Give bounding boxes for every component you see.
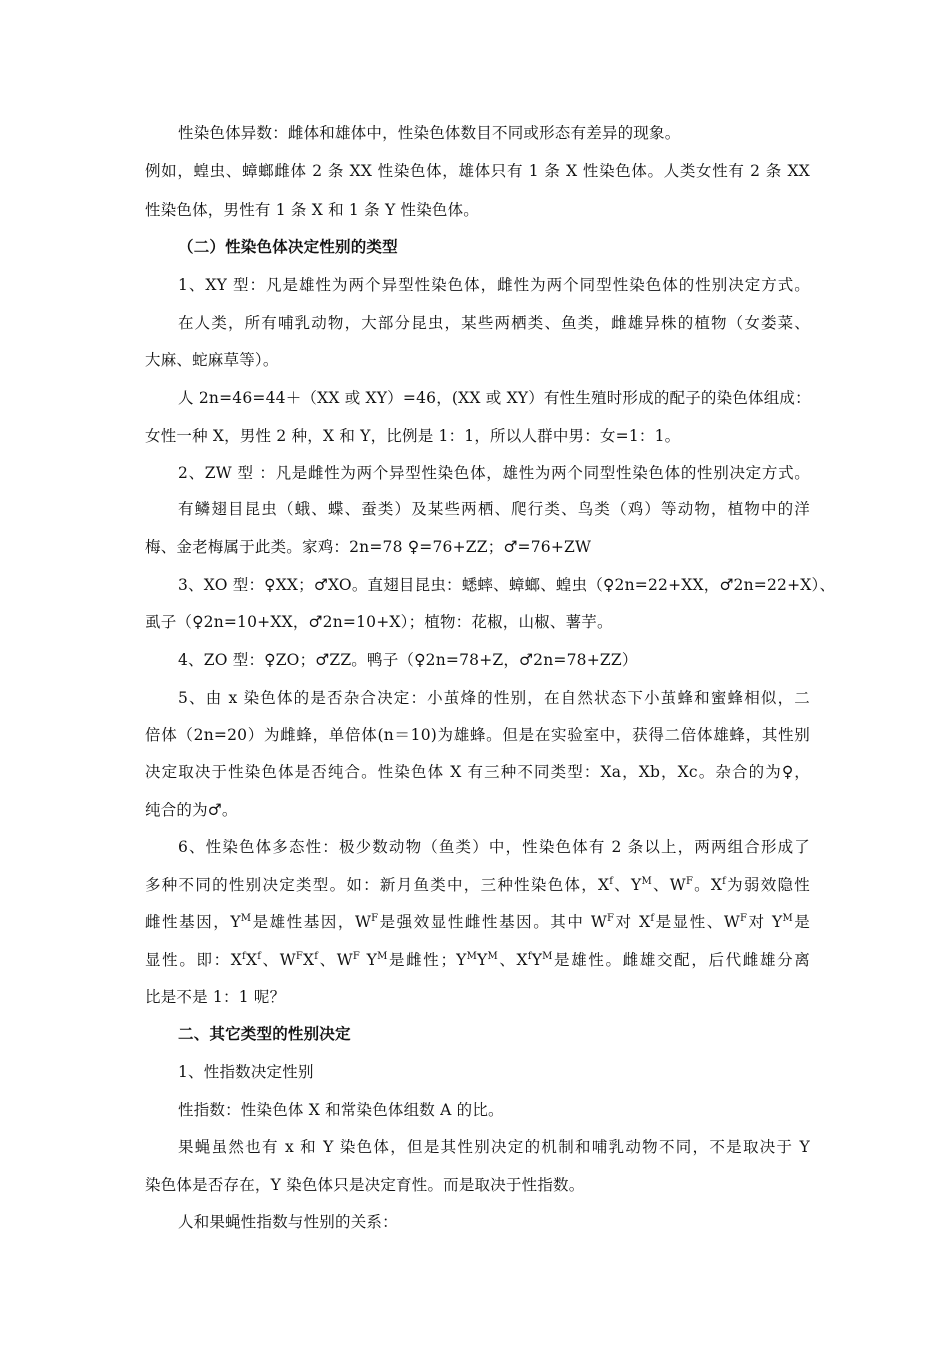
superscript: M <box>641 875 652 887</box>
text-run: 、Y <box>613 876 642 894</box>
superscript: F <box>295 950 303 962</box>
text-run: Y <box>360 951 378 969</box>
superscript: M <box>782 912 793 924</box>
paragraph-line: 比是不是 1：1 呢？ <box>145 988 286 1006</box>
superscript: M <box>542 950 553 962</box>
paragraph-line: 果蝇虽然也有 x 和 Y 染色体，但是其性别决定的机制和哺乳动物不同，不是取决于 Y <box>178 1138 810 1156</box>
text-run: Y <box>477 951 488 969</box>
superscript: f <box>257 950 262 962</box>
paragraph-line: 5、由 x 染色体的是否杂合决定：小茧烽的性别，在自然状态下小茧蜂和蜜蜂相似，二 <box>178 689 810 707</box>
text-run: 、X <box>497 951 528 969</box>
superscript: f <box>242 950 246 962</box>
text-run: 显性。即：X <box>145 951 243 969</box>
superscript: F <box>685 875 694 887</box>
text-run: 对 Y <box>747 913 783 931</box>
paragraph-line: 大麻、蛇麻草等）。 <box>145 351 279 369</box>
text-run: 、W <box>651 876 686 894</box>
superscript: F <box>352 950 361 962</box>
superscript: F <box>739 912 748 924</box>
paragraph-line: 1、性指数决定性别 <box>178 1063 314 1081</box>
paragraph-line: 3、XO 型：♀XX；♂XO。直翅目昆虫：蟋蟀、蟑螂、蝗虫（♀2n=22+XX，♂2n=22+X）、 <box>178 576 836 594</box>
paragraph-line: 女性一种 X，男性 2 种，X 和 Y，比例是 1：1，所以人群中男：女=1：1。 <box>145 427 681 445</box>
text-run: X <box>245 951 258 969</box>
text-run: 是显性、W <box>654 913 740 931</box>
paragraph-line: 虱子（♀2n=10+XX，♂2n=10+X）；植物：花椒，山椒、薯芋。 <box>145 613 613 631</box>
paragraph-line: 性染色体，男性有 1 条 X 和 1 条 Y 性染色体。 <box>145 201 480 219</box>
paragraph-line <box>145 950 810 970</box>
text-run: 是 <box>792 913 811 931</box>
superscript: M <box>377 950 388 962</box>
text-run: 雌性基因，Y <box>145 913 241 931</box>
paragraph-line: 纯合的为♂。 <box>145 801 238 819</box>
superscript: M <box>466 950 478 962</box>
paragraph-line: 性染色体异数：雌体和雄体中，性染色体数目不同或形态有差异的现象。 <box>178 124 681 142</box>
superscript: f <box>314 950 319 962</box>
paragraph-line: 6、性染色体多态性：极少数动物（鱼类）中，性染色体有 2 条以上，两两组合形成了 <box>178 838 810 856</box>
text-run: 对 X <box>614 913 651 931</box>
section-heading: 二、其它类型的性别决定 <box>178 1024 351 1043</box>
paragraph-line: 梅、金老梅属于此类。家鸡：2n=78 ♀=76+ZZ；♂=76+ZW <box>145 538 592 556</box>
text-run: 是雄性基因，W <box>251 913 372 931</box>
paragraph-line: 例如，蝗虫、蟑螂雌体 2 条 XX 性染色体，雄体只有 1 条 X 性染色体。人类女性有 2 条 XX <box>145 162 810 180</box>
text-run: 是雄性。雌雄交配，后代雌雄分离 <box>552 951 810 969</box>
paragraph-line: 倍体（2n=20）为雌蜂，单倍体(n＝10)为雄蜂。但是在实验室中，获得二倍体雄蜂，其性别 <box>145 726 810 744</box>
text-run: 、W <box>318 951 353 969</box>
paragraph-line: 人 2n=46=44＋（XX 或 XY）=46，(XX 或 XY）有性生殖时形成的配子的染色体组成： <box>178 389 811 407</box>
text-run: Y <box>531 951 543 969</box>
superscript: M <box>487 950 498 962</box>
superscript: f <box>609 875 614 887</box>
section-heading: （二）性染色体决定性别的类型 <box>178 237 398 256</box>
text-run: 多种不同的性别决定类型。如：新月鱼类中，三种性染色体，X <box>145 876 610 894</box>
paragraph-line: 人和果蝇性指数与性别的关系： <box>178 1213 398 1231</box>
paragraph-line <box>145 875 810 895</box>
paragraph-line: 2、ZW 型 ：凡是雌性为两个异型性染色体，雄性为两个同型性染色体的性别决定方式。 <box>178 464 810 482</box>
paragraph-line: 在人类，所有哺乳动物，大部分昆虫，某些两栖类、鱼类，雌雄异株的植物（女娄菜、 <box>178 314 810 332</box>
superscript: F <box>371 912 379 924</box>
text-run: 为弱效隐性 <box>726 876 810 894</box>
paragraph-line: 1、XY 型：凡是雄性为两个异型性染色体，雌性为两个同型性染色体的性别决定方式。 <box>178 276 810 294</box>
paragraph-line: 决定取决于性染色体是否纯合。性染色体 X 有三种不同类型：Xa，Xb，Xc。杂合的为♀， <box>145 763 810 781</box>
paragraph-line: 染色体是否存在，Y 染色体只是决定育性。而是取决于性指数。 <box>145 1176 585 1194</box>
paragraph-line <box>145 912 810 932</box>
text-run: 。X <box>693 876 723 894</box>
text-run: X <box>302 951 315 969</box>
text-run: 是雌性；Y <box>387 951 467 969</box>
paragraph-line: 4、ZO 型：♀ZO；♂ZZ。鸭子（♀2n=78+Z，♂2n=78+ZZ） <box>178 651 638 669</box>
superscript: f <box>527 950 532 962</box>
superscript: f <box>722 875 727 887</box>
text-run: 是强效显性雌性基因。其中 W <box>378 913 608 931</box>
superscript: f <box>650 912 655 924</box>
text-run: 、W <box>261 951 296 969</box>
paragraph-line: 性指数：性染色体 X 和常染色体组数 A 的比。 <box>178 1101 504 1119</box>
superscript: F <box>607 912 615 924</box>
paragraph-line: 有鳞翅目昆虫（蛾、蝶、蚕类）及某些两栖、爬行类、鸟类（鸡）等动物，植物中的洋 <box>178 500 810 518</box>
superscript: M <box>240 912 252 924</box>
